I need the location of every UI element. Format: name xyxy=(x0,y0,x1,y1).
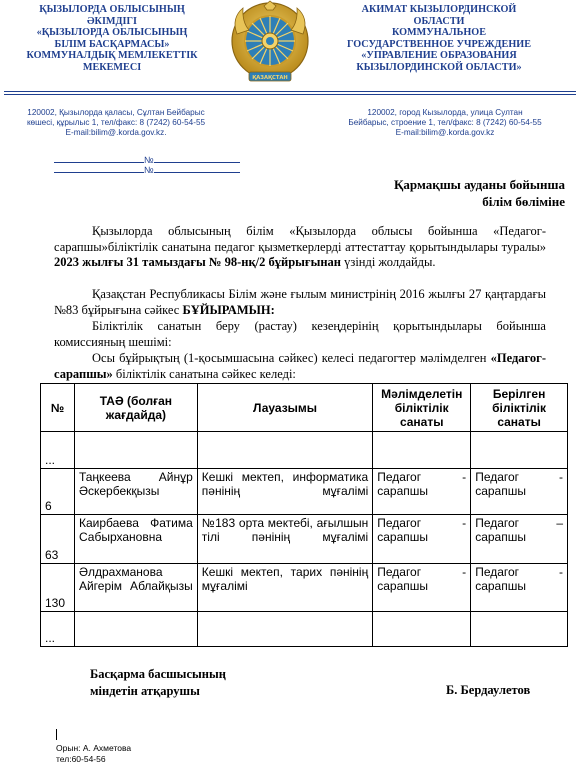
recipient-line: Қармақшы ауданы бойынша xyxy=(393,177,565,192)
cell-awarded-category: Педагог - сарапшы xyxy=(471,564,568,612)
column-header: № xyxy=(41,384,75,432)
table-header-row xyxy=(41,384,568,432)
executor-phone: тел:60-54-56 xyxy=(56,754,106,764)
executor-info xyxy=(56,743,131,765)
cell-name: Әлдрахманова Айгерім Аблайқызы xyxy=(74,564,197,612)
cell-name xyxy=(74,432,197,469)
cell-awarded-category xyxy=(471,612,568,647)
header-right-line: «УПРАВЛЕНИЕ ОБРАЗОВАНИЯ xyxy=(361,50,517,62)
cell-position xyxy=(197,432,372,469)
cell-claimed-category xyxy=(373,432,471,469)
cell-claimed-category: Педагог - сарапшы xyxy=(373,564,471,612)
cell-awarded-category: Педагог – сарапшы xyxy=(471,515,568,564)
header-divider xyxy=(4,91,576,92)
cell-name xyxy=(74,612,197,647)
column-header: ТАӘ (болған жағдайда) xyxy=(74,384,197,432)
table-row xyxy=(41,612,568,647)
cell-claimed-category: Педагог - сарапшы xyxy=(373,515,471,564)
cell-number: 130 xyxy=(41,564,75,612)
column-header: Мәлімделетін біліктілік санаты xyxy=(373,384,471,432)
order-keyword: БҰЙЫРАМЫН: xyxy=(182,302,275,317)
signatory-title: Басқарма басшысының міндетін атқарушы xyxy=(90,667,226,698)
doc-number-line: № xyxy=(54,154,240,165)
paragraph-decision: Біліктілік санатын беру (растау) кезеңдерінің қорытындылары бойынша комиссияның шешімі: xyxy=(54,319,546,349)
header-right-line: КОММУНАЛЬНОЕ xyxy=(391,27,486,39)
recipient-line: білім бөліміне xyxy=(482,194,565,209)
emblem-text: ҚАЗАҚСТАН xyxy=(252,75,288,81)
paragraph-list-intro: Осы бұйрықтың (1-қосымшасына сәйкес) келесі педагогтер мәлімделген «Педагог-сарапшы» біліктілік санатына сәйкес келеді: xyxy=(54,351,546,381)
header-left-line: «ҚЫЗЫЛОРДА ОБЛЫСЫНЫҢ xyxy=(36,27,188,39)
cell-number: 63 xyxy=(41,515,75,564)
signatory-name: Б. Бердаулетов xyxy=(446,683,531,697)
teachers-table xyxy=(40,383,568,647)
state-emblem-icon xyxy=(227,0,313,86)
text-cursor xyxy=(56,729,57,740)
header-left-line: МЕКЕМЕСІ xyxy=(82,61,142,73)
doc-number-line: № xyxy=(54,164,240,175)
header-right-line: ОБЛАСТИ xyxy=(413,15,465,27)
header-right-line: КЫЗЫЛОРДИНСКОЙ ОБЛАСТИ» xyxy=(356,61,522,73)
recipient xyxy=(394,176,565,210)
table-row xyxy=(41,564,568,612)
cell-awarded-category xyxy=(471,432,568,469)
cell-number: ... xyxy=(41,432,75,469)
header-divider xyxy=(4,94,576,95)
header-russian-org-name xyxy=(330,4,548,74)
column-header: Лауазымы xyxy=(197,384,372,432)
cell-position: №183 орта мектебі, ағылшын тілі пәнінің мұғалімі xyxy=(197,515,372,564)
header-left-line: ӘКІМДІГІ xyxy=(87,15,137,27)
address-line: 120002, Қызылорда қаласы, Сұлтан Бейбарыс xyxy=(27,108,205,117)
cell-number: 6 xyxy=(41,469,75,515)
paragraph-basis: Қазақстан Республикасы Білім және ғылым министрінің 2016 жылғы 27 қаңтардағы №83 бұйрығына сәйкес БҰЙЫРАМЫН: xyxy=(54,287,546,317)
table-row xyxy=(41,515,568,564)
cell-position: Кешкі мектеп, тарих пәнінің мұғалімі xyxy=(197,564,372,612)
email-link[interactable]: E-mail:bilim@.korda.gov.kz xyxy=(395,128,495,137)
email-link[interactable]: E-mail:bilim@.korda.gov.kz. xyxy=(65,128,167,137)
header-left-line: ҚЫЗЫЛОРДА ОБЛЫСЫНЫҢ xyxy=(39,4,185,15)
cell-name: Каирбаева Фатима Сабырхановна xyxy=(74,515,197,564)
table-row xyxy=(41,469,568,515)
address-kazakh xyxy=(6,108,226,138)
address-line: көшесі, құрылыс 1, тел/факс: 8 (7242) 60-54-55 xyxy=(26,118,206,127)
cell-claimed-category xyxy=(373,612,471,647)
cell-position xyxy=(197,612,372,647)
paragraph-intro: Қызылорда облысының білім «Қызылорда облысы бойынша «Педагог-сарапшы»біліктілік санатына педагог қызметкерлерді аттестаттау қорытындылары туралы» 2023 жылғы 31 тамыздағы № 98-нқ/2 бұйрығынан үзінді жолдайды. xyxy=(54,224,546,270)
address-line: Бейбарыс, строение 1, тел/факс: 8 (7242) 60-54-55 xyxy=(348,118,542,127)
cell-awarded-category: Педагог - сарапшы xyxy=(471,469,568,515)
column-header: Берілген біліктілік санаты xyxy=(471,384,568,432)
header-kazakh-org-name xyxy=(8,4,216,74)
category-name: «Педагог-сарапшы» xyxy=(54,351,546,381)
table-row xyxy=(41,432,568,469)
cell-claimed-category: Педагог - сарапшы xyxy=(373,469,471,515)
header-left-line: БІЛІМ БАСҚАРМАСЫ» xyxy=(54,38,170,50)
address-russian xyxy=(330,108,560,138)
cell-name: Таңкеева Айнұр Әскербекқызы xyxy=(74,469,197,515)
header-left-line: КОММУНАЛДЫҚ МЕМЛЕКЕТТІК xyxy=(26,50,198,62)
cell-position: Кешкі мектеп, информатика пәнінің мұғалімі xyxy=(197,469,372,515)
cell-number: ... xyxy=(41,612,75,647)
address-line: 120002, город Кызылорда, улица Султан xyxy=(367,108,523,117)
executor-name: Орын: А. Ахметова xyxy=(56,743,132,753)
order-reference: 2023 жылғы 31 тамыздағы № 98-нқ/2 бұйрығынан xyxy=(54,255,341,270)
header-right-line: АКИМАТ КЫЗЫЛОРДИНСКОЙ xyxy=(361,4,517,15)
header-right-line: ГОСУДАРСТВЕННОЕ УЧРЕЖДЕНИЕ xyxy=(346,38,531,50)
